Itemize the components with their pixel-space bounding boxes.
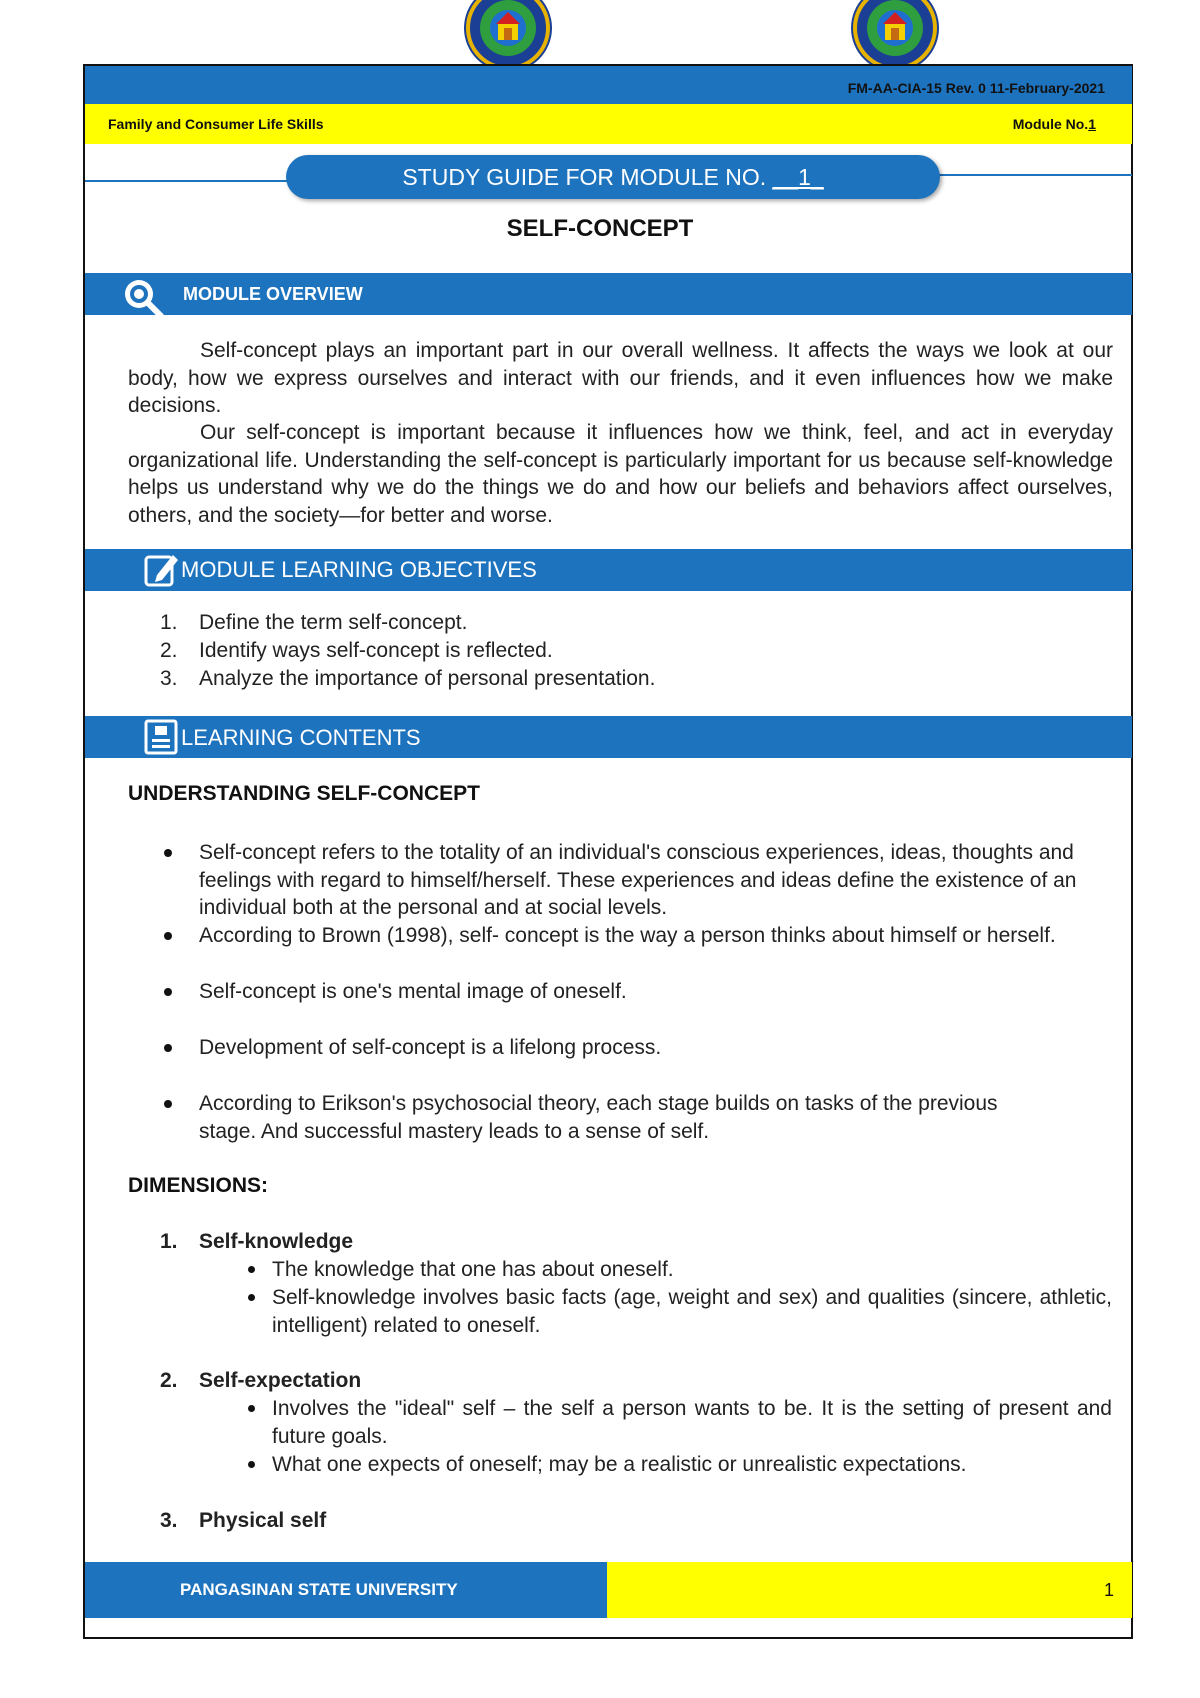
- university-seal-right: [847, 0, 943, 72]
- bullet-dot: [164, 849, 172, 857]
- section-learning-objectives: [85, 549, 1132, 591]
- bullet-dot: [164, 1100, 172, 1108]
- dimension-2-point-2: [272, 1451, 1112, 1479]
- document-icon: [143, 719, 179, 760]
- dimension-number-3: 3.: [160, 1509, 178, 1532]
- bullet-text: Involves the "ideal" self – the self a person wants to be. It is the setting of present and future goals.: [272, 1397, 1112, 1448]
- overview-paragraph-2: Our self-concept is important because it influences how we think, feel, and act in everyday organizational life. Understanding the self-concept is particularly important for us because self-knowledge helps us understand why we do the things we do and how our beliefs and behaviors affect ourselves, others, and the society—for better and worse.: [128, 421, 1113, 527]
- form-code: FM-AA-CIA-15 Rev. 0 11-February-2021: [847, 80, 1105, 96]
- section-learning-contents: [85, 716, 1132, 758]
- module-number: 1: [1088, 116, 1096, 132]
- edit-note-icon: [143, 551, 179, 594]
- study-guide-banner: [286, 155, 940, 199]
- course-name: Family and Consumer Life Skills: [108, 116, 324, 132]
- section-heading: MODULE OVERVIEW: [183, 284, 363, 304]
- objective-text-3: Analyze the importance of personal presentation.: [199, 667, 656, 690]
- bullet-text: What one expects of oneself; may be a realistic or unrealistic expectations.: [272, 1453, 967, 1476]
- content-bullet-5: [199, 1090, 1029, 1145]
- bullet-dot: [248, 1266, 255, 1273]
- footer-university-band: [85, 1562, 607, 1618]
- dimension-1-point-1: [272, 1256, 1112, 1284]
- footer-university-name: PANGASINAN STATE UNIVERSITY: [180, 1580, 458, 1599]
- section-heading: LEARNING CONTENTS: [181, 725, 421, 750]
- dimension-name-1: Self-knowledge: [199, 1230, 354, 1253]
- bullet-text: Self-knowledge involves basic facts (age, weight and sex) and qualities (sincere, athletic, intelligent) related to oneself.: [272, 1286, 1112, 1337]
- bullet-text: According to Brown (1998), self- concept is the way a person thinks about himself or herself.: [199, 924, 1056, 947]
- dimension-number-1: 1.: [160, 1230, 178, 1253]
- dimension-number-2: 2.: [160, 1369, 178, 1392]
- bullet-dot: [248, 1461, 255, 1468]
- dimension-1-point-2: [272, 1284, 1112, 1339]
- bullet-dot: [248, 1294, 255, 1301]
- divider-left: [85, 180, 290, 182]
- bullet-text: Self-concept refers to the totality of an individual's conscious experiences, ideas, thoughts and feelings with regard to himself/herself. These experiences and ideas define the existence of an individual both at the personal and at social levels.: [199, 841, 1077, 919]
- content-bullet-4: [199, 1034, 1124, 1062]
- dimensions-heading: DIMENSIONS:: [128, 1174, 269, 1197]
- content-bullet-2: [199, 922, 1124, 950]
- divider-right: [935, 174, 1132, 176]
- page-number: 1: [1103, 1580, 1114, 1600]
- dimension-2-point-1: [272, 1395, 1112, 1450]
- module-number-label: [1013, 116, 1096, 132]
- bullet-dot: [248, 1405, 255, 1412]
- study-guide-prefix: STUDY GUIDE FOR MODULE NO.: [402, 164, 773, 190]
- objective-text-1: Define the term self-concept.: [199, 611, 468, 634]
- objective-number-1: 1.: [160, 611, 178, 634]
- bullet-text: Development of self-concept is a lifelong process.: [199, 1036, 662, 1059]
- bullet-dot: [164, 1044, 172, 1052]
- objective-number-2: 2.: [160, 639, 178, 662]
- content-bullet-1: [199, 839, 1124, 922]
- overview-paragraph-1: Self-concept plays an important part in our overall wellness. It affects the ways we look at our body, how we express ourselves and interact with our friends, and it even influences how we make decisions.: [128, 339, 1113, 417]
- bullet-dot: [164, 932, 172, 940]
- objective-number-3: 3.: [160, 667, 178, 690]
- contents-subheading: UNDERSTANDING SELF-CONCEPT: [128, 782, 480, 805]
- dimension-name-2: Self-expectation: [199, 1369, 362, 1392]
- bullet-text: According to Erikson's psychosocial theory, each stage builds on tasks of the previous stage. And successful mastery leads to a sense of self.: [199, 1092, 998, 1143]
- objective-text-2: Identify ways self-concept is reflected.: [199, 639, 553, 662]
- bullet-text: The knowledge that one has about oneself.: [272, 1258, 674, 1281]
- section-module-overview: [85, 273, 1132, 315]
- bullet-dot: [164, 988, 172, 996]
- bullet-text: Self-concept is one's mental image of oneself.: [199, 980, 627, 1003]
- section-heading: MODULE LEARNING OBJECTIVES: [181, 557, 537, 582]
- module-label: Module No.: [1012, 116, 1089, 132]
- page-title: SELF-CONCEPT: [506, 215, 694, 242]
- dimension-name-3: Physical self: [199, 1509, 327, 1532]
- university-seal-left: [460, 0, 556, 72]
- study-guide-number: __1_: [772, 164, 824, 190]
- content-bullet-3: [199, 978, 1124, 1006]
- footer-page-band: [607, 1562, 1132, 1618]
- magnifier-icon: [121, 276, 167, 323]
